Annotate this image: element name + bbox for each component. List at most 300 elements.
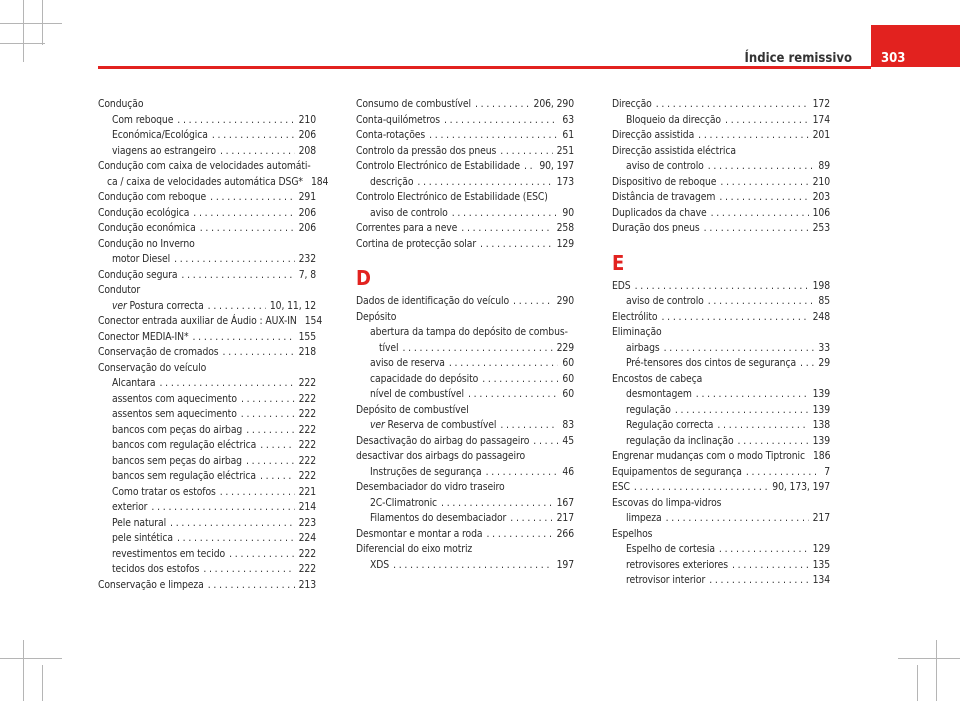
entry-term (112, 113, 173, 129)
entry-page[interactable]: 139 (812, 388, 830, 400)
index-entry (612, 128, 830, 144)
index-heading: Espelhos (612, 527, 653, 540)
entry-page[interactable]: 217 (556, 512, 574, 524)
leader-dots (656, 97, 809, 113)
index-entry (98, 438, 316, 454)
index-entry (98, 454, 316, 470)
index-heading: Conservação do veículo (98, 361, 207, 374)
entry-text: assentos com aquecimento (112, 392, 237, 405)
leader-dots (246, 454, 295, 470)
leader-dots (229, 547, 295, 563)
entry-text: Espelho de cortesia (626, 543, 715, 555)
entry-page[interactable]: 60 (562, 388, 574, 400)
entry-page[interactable]: 221 (298, 485, 316, 498)
index-heading: Depósito de combustível (356, 403, 469, 416)
index-heading: Condutor (98, 284, 141, 296)
leader-dots (220, 485, 295, 501)
index-entry (356, 511, 574, 527)
entry-text: aviso de controlo (370, 206, 448, 219)
entry-term (112, 128, 208, 144)
leader-dots (500, 144, 552, 160)
entry-term (112, 500, 147, 516)
entry-page[interactable]: 266 (556, 527, 574, 540)
entry-term (370, 418, 496, 434)
entry-text: aviso de controlo (626, 295, 704, 307)
entry-page[interactable]: 154 (304, 315, 323, 327)
index-entry (98, 190, 316, 206)
leader-dots (738, 434, 809, 450)
entry-text: Conservação e limpeza (98, 578, 204, 591)
index-entry (98, 562, 316, 578)
entry-page[interactable]: 291 (298, 191, 316, 203)
entry-page[interactable]: 186 (812, 450, 831, 462)
entry-page[interactable]: 198 (812, 279, 830, 292)
entry-term (370, 387, 464, 403)
entry-term (112, 485, 216, 501)
entry-term (112, 469, 256, 485)
index-entry (356, 496, 574, 512)
crop-mark (42, 665, 43, 701)
entry-term (612, 175, 716, 191)
entry-page[interactable]: 172 (812, 98, 830, 110)
leader-dots (402, 341, 552, 357)
entry-page[interactable]: 222 (298, 547, 316, 560)
leader-dots (260, 469, 295, 485)
entry-page[interactable]: 218 (298, 346, 316, 358)
index-entry (98, 299, 316, 315)
entry-page[interactable]: 232 (298, 253, 316, 265)
entry-page[interactable]: 89 (818, 160, 830, 172)
entry-page[interactable]: 10, 11, 12 (269, 299, 316, 312)
entry-text: bancos com regulação eléctrica (112, 439, 257, 451)
entry-text: Cortina de protecção solar (356, 237, 477, 250)
entry-page[interactable]: 129 (556, 237, 574, 250)
entry-page[interactable]: 60 (562, 357, 574, 369)
index-entry (612, 113, 830, 129)
index-entry (612, 206, 830, 222)
entry-text: Controlo Electrónico de Estabilidade (356, 160, 520, 172)
entry-term (626, 341, 660, 357)
entry-text: Desmontar e montar a roda (356, 527, 483, 540)
entry-text: Regulação correcta (626, 419, 714, 431)
entry-page[interactable]: 290 (556, 295, 574, 307)
leader-dots (170, 516, 295, 532)
entry-term (112, 454, 242, 470)
leader-dots (177, 113, 294, 129)
entry-text: bancos sem regulação eléctrica (112, 470, 256, 482)
leader-dots (181, 268, 294, 284)
entry-term (626, 558, 728, 574)
leader-dots (177, 531, 295, 547)
leader-dots (708, 294, 815, 310)
index-entry (356, 465, 574, 481)
entry-text: regulação (626, 403, 671, 416)
entry-page[interactable]: 173 (556, 175, 574, 188)
entry-term (356, 97, 471, 113)
entry-term (370, 496, 437, 512)
leader-dots (241, 392, 295, 408)
entry-text: Reserva de combustível (387, 419, 497, 431)
entry-text: Pré-tensores dos cintos de segurança (626, 357, 797, 369)
entry-term (112, 376, 155, 392)
entry-term (112, 144, 216, 160)
entry-text: regulação da inclinação (626, 434, 734, 447)
index-entry (612, 356, 830, 372)
leader-dots (200, 221, 295, 237)
entry-page[interactable]: 206, 290 (533, 98, 574, 110)
entry-term (98, 206, 189, 222)
leader-dots (193, 330, 295, 346)
leader-dots (746, 465, 820, 481)
leader-dots (708, 159, 815, 175)
entry-term (612, 221, 700, 237)
index-entry (356, 341, 574, 357)
index-entry (612, 418, 830, 434)
entry-term (112, 438, 256, 454)
index-entry (612, 542, 830, 558)
entry-term (612, 449, 805, 465)
index-heading: Condução com caixa de velocidades automáti- (98, 160, 311, 172)
index-heading: abertura da tampa do depósito de combus- (370, 326, 568, 338)
entry-text: Equipamentos de segurança (612, 465, 742, 478)
index-entry (98, 376, 316, 392)
leader-dots (220, 144, 295, 160)
entry-term (356, 237, 476, 253)
entry-page[interactable]: 106 (812, 206, 830, 219)
index-heading: Escovas do limpa-vidros (612, 496, 722, 509)
index-heading: desactivar dos airbags do passageiro (356, 450, 526, 462)
index-entry (356, 221, 574, 237)
index-entry (612, 511, 830, 527)
index-entry (98, 128, 316, 144)
index-entry (98, 531, 316, 547)
entry-text: Com reboque (112, 113, 174, 126)
entry-term (612, 206, 707, 222)
entry-page[interactable]: 253 (812, 222, 830, 234)
entry-term (626, 159, 704, 175)
entry-page[interactable]: 7 (824, 465, 830, 478)
entry-term (356, 128, 425, 144)
leader-dots (732, 558, 809, 574)
entry-text: bancos com peças do airbag (112, 423, 243, 436)
entry-page[interactable]: 248 (812, 310, 830, 323)
index-heading: Desembaciador do vidro traseiro (356, 481, 505, 493)
entry-text: Conservação de cromados (98, 346, 219, 358)
entry-page[interactable]: 138 (812, 419, 830, 431)
entry-page[interactable]: 83 (562, 419, 574, 431)
entry-text: ca / caixa de velocidades automática DSG* (107, 175, 303, 188)
entry-term (370, 511, 506, 527)
entry-term (370, 558, 389, 574)
index-entry (612, 434, 830, 450)
entry-text: Consumo de combustível (356, 98, 471, 110)
index-heading: Controlo Electrónico de Estabilidade (ESC) (356, 191, 548, 203)
leader-dots (709, 573, 808, 589)
leader-dots (661, 310, 808, 326)
entry-text: tível (379, 341, 399, 354)
entry-page[interactable]: 206 (298, 206, 316, 219)
entry-term (626, 434, 734, 450)
leader-dots (711, 206, 809, 222)
entry-term (356, 527, 482, 543)
entry-term (112, 407, 237, 423)
leader-dots (634, 480, 768, 496)
entry-page[interactable]: 222 (298, 408, 316, 420)
leader-dots (417, 175, 552, 191)
leader-dots (159, 376, 294, 392)
entry-page[interactable]: 90, 173, 197 (772, 481, 830, 493)
index-column-2 (356, 97, 574, 573)
entry-text: assentos sem aquecimento (112, 408, 237, 420)
entry-text: ESC (612, 481, 630, 493)
entry-text: Conta-quilómetros (356, 113, 440, 126)
index-entry (612, 480, 830, 496)
entry-term (626, 418, 713, 434)
leader-dots (486, 527, 552, 543)
entry-page[interactable]: 222 (298, 454, 316, 467)
entry-page[interactable]: 222 (298, 470, 316, 482)
leader-dots (208, 299, 266, 315)
index-entry (612, 341, 830, 357)
entry-page[interactable]: 224 (298, 532, 316, 544)
entry-page[interactable]: 61 (562, 129, 574, 141)
entry-page[interactable]: 222 (298, 439, 316, 451)
entry-page[interactable]: 7, 8 (298, 268, 316, 281)
entry-term (626, 356, 796, 372)
crop-mark (936, 640, 937, 701)
index-entry (612, 573, 830, 589)
index-entry (612, 190, 830, 206)
entry-term (612, 279, 631, 295)
leader-dots (208, 578, 295, 594)
entry-text: limpeza (626, 512, 662, 524)
entry-text: Filamentos do desembaciador (370, 512, 507, 524)
entry-text: retrovisor interior (626, 574, 706, 586)
entry-page[interactable]: 90, 197 (539, 160, 574, 172)
entry-page[interactable]: 60 (562, 372, 574, 385)
entry-term (112, 299, 204, 315)
entry-text: bancos sem peças do airbag (112, 454, 242, 467)
entry-page[interactable]: 45 (562, 434, 574, 447)
entry-text: capacidade do depósito (370, 372, 479, 385)
entry-text: Condução económica (98, 222, 196, 234)
leader-dots (193, 206, 294, 222)
index-entry (356, 372, 574, 388)
entry-page[interactable]: 90 (562, 206, 574, 219)
entry-term (612, 480, 630, 496)
leader-dots (533, 434, 558, 450)
entry-page[interactable]: 29 (818, 357, 830, 369)
page-title: Índice remissivo (744, 51, 852, 66)
entry-page[interactable]: 222 (298, 392, 316, 405)
index-entry (98, 144, 316, 160)
index-column-3 (612, 97, 830, 589)
index-entry (356, 128, 574, 144)
leader-dots (429, 128, 558, 144)
header-rule (98, 66, 871, 69)
entry-page[interactable]: 206 (298, 129, 316, 141)
entry-text: airbags (626, 341, 660, 354)
entry-page[interactable]: 223 (298, 516, 316, 529)
entry-text: Controlo da pressão dos pneus (356, 144, 497, 157)
entry-text: Conector MEDIA-IN* (98, 330, 189, 343)
entry-page[interactable]: 184 (310, 175, 329, 188)
index-entry (612, 403, 830, 419)
leader-dots (664, 341, 815, 357)
leader-dots (203, 562, 294, 578)
index-heading: Depósito (356, 310, 397, 323)
index-entry (612, 175, 830, 191)
entry-page[interactable]: 229 (556, 341, 574, 354)
entry-term (626, 387, 692, 403)
entry-term (98, 268, 177, 284)
index-heading: Condução (98, 98, 144, 110)
entry-term (612, 465, 742, 481)
index-entry (98, 221, 316, 237)
leader-dots (666, 511, 809, 527)
leader-dots (717, 418, 808, 434)
leader-dots (482, 372, 558, 388)
index-entry (356, 144, 574, 160)
entry-page[interactable]: 222 (298, 563, 316, 575)
entry-text: Engrenar mudanças com o modo Tiptronic (612, 450, 805, 462)
entry-term (370, 175, 413, 191)
entry-page[interactable]: 139 (812, 403, 830, 416)
leader-dots (725, 113, 809, 129)
index-heading: Eliminação (612, 326, 662, 338)
entry-term (626, 294, 704, 310)
entry-text: XDS (370, 558, 390, 571)
entry-page[interactable]: 213 (298, 578, 316, 591)
leader-dots (480, 237, 553, 253)
index-entry (356, 97, 574, 113)
entry-text: revestimentos em tecido (112, 547, 226, 560)
entry-page[interactable]: 129 (812, 543, 830, 555)
entry-text: Direcção (612, 98, 652, 110)
entry-page[interactable]: 174 (812, 113, 830, 126)
leader-dots (800, 356, 814, 372)
entry-page[interactable]: 206 (298, 222, 316, 234)
entry-term (112, 531, 173, 547)
entry-text: exterior (112, 501, 148, 513)
entry-page[interactable]: 222 (298, 377, 316, 389)
entry-text: Condução ecológica (98, 206, 190, 219)
entry-page[interactable]: 63 (562, 113, 574, 126)
index-entry (98, 330, 316, 346)
entry-text: tecidos dos estofos (112, 563, 200, 575)
entry-text: aviso de controlo (626, 160, 704, 172)
entry-text: Bloqueio da direcção (626, 113, 722, 126)
index-entry (98, 113, 316, 129)
index-entry (356, 237, 574, 253)
entry-text: Conector entrada auxiliar de Áudio : AUX-IN (98, 315, 297, 327)
entry-page[interactable]: 197 (556, 558, 574, 571)
index-entry (356, 418, 574, 434)
entry-page[interactable]: 222 (298, 423, 316, 436)
entry-term (98, 330, 189, 346)
leader-dots (151, 500, 294, 516)
entry-text: pele sintética (112, 532, 173, 544)
entry-page[interactable]: 134 (812, 574, 830, 586)
leader-dots (719, 542, 809, 558)
index-entry (98, 345, 316, 361)
leader-dots (444, 113, 558, 129)
entry-page[interactable]: 217 (812, 512, 830, 524)
entry-page[interactable]: 210 (812, 175, 830, 188)
entry-text: descrição (370, 175, 414, 188)
crop-mark (917, 665, 918, 701)
leader-dots (719, 190, 808, 206)
entry-term (98, 221, 196, 237)
entry-term (98, 190, 206, 206)
leader-dots (696, 387, 809, 403)
index-entry (98, 516, 316, 532)
crop-mark (898, 658, 960, 659)
entry-page[interactable]: 201 (812, 129, 830, 141)
leader-dots (223, 345, 295, 361)
entry-text: Condução com reboque (98, 191, 207, 203)
index-heading: Condução no Inverno (98, 237, 195, 250)
index-entry (356, 527, 574, 543)
entry-page[interactable]: 203 (812, 191, 830, 203)
index-entry (98, 175, 329, 191)
page-number: 303 (881, 51, 906, 66)
entry-term (356, 113, 440, 129)
crop-mark (23, 0, 24, 62)
entry-text: nível de combustível (370, 388, 464, 400)
see-reference: ver (370, 419, 385, 431)
section-letter: D (356, 266, 371, 290)
index-entry (356, 558, 574, 574)
entry-term (112, 252, 170, 268)
entry-page[interactable]: 167 (556, 496, 574, 509)
entry-page[interactable]: 210 (298, 113, 316, 126)
entry-page[interactable]: 155 (298, 330, 316, 343)
entry-term (98, 578, 204, 594)
leader-dots (260, 438, 294, 454)
crop-mark (23, 640, 24, 701)
leader-dots (513, 294, 553, 310)
index-entry (612, 310, 830, 326)
entry-term (98, 314, 297, 330)
index-entry (98, 485, 316, 501)
index-entry (612, 558, 830, 574)
entry-page[interactable]: 214 (298, 501, 316, 513)
index-entry (612, 97, 830, 113)
entry-term (370, 356, 445, 372)
entry-text: aviso de reserva (370, 357, 445, 369)
index-entry (98, 578, 316, 594)
entry-page[interactable]: 251 (556, 144, 574, 157)
entry-page[interactable]: 85 (818, 295, 830, 307)
entry-page[interactable]: 258 (556, 222, 574, 234)
entry-term (370, 465, 482, 481)
index-entry (356, 113, 574, 129)
entry-term (612, 128, 694, 144)
index-entry (98, 423, 316, 439)
entry-page[interactable]: 208 (298, 144, 316, 157)
entry-page[interactable]: 139 (812, 434, 830, 447)
leader-dots (486, 465, 559, 481)
leader-dots (475, 97, 530, 113)
leader-dots (698, 128, 808, 144)
entry-page[interactable]: 46 (562, 465, 574, 478)
entry-page[interactable]: 33 (818, 341, 830, 354)
entry-term (112, 392, 237, 408)
leader-dots (246, 423, 294, 439)
leader-dots (452, 206, 559, 222)
entry-page[interactable]: 135 (812, 558, 830, 571)
